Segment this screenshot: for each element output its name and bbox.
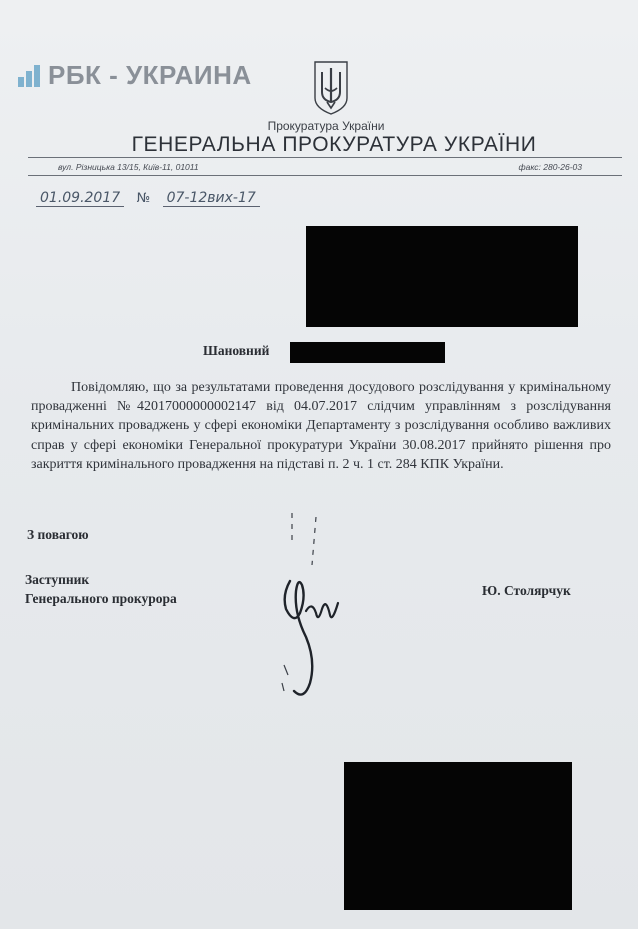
- header-divider-top: [28, 157, 622, 158]
- trident-coat-of-arms-icon: [311, 58, 351, 116]
- signer-name: Ю. Столярчук: [482, 583, 571, 598]
- redacted-recipient-block: [306, 226, 578, 327]
- address-line: [58, 162, 582, 172]
- signer-position-line1: Заступник: [25, 572, 90, 587]
- registration-number: 07-12вих-17: [163, 190, 260, 207]
- office-fax: факс: 280-26-03: [518, 162, 582, 172]
- registration-line: [36, 190, 260, 207]
- salutation: Шановний: [203, 343, 270, 358]
- office-address: вул. Різницька 13/15, Київ-11, 01011: [58, 162, 199, 172]
- letter-body: Повідомляю, що за результатами проведення досудового розслідування у кримінальному провадженні №42017000000002147 від 04.07.2017 слідчим управлінням з розслідування кримінальних проваджень у сфері економіки Департаменту з розслідування особливо важливих справ у сфері економіки Генеральної прокуратури України 30.08.2017 прийнято рішення про закриття кримінального провадження на підставі п. 2 ч. 1 ст. 284 КПК України.: [31, 380, 611, 472]
- rbc-watermark-logo: [18, 60, 252, 91]
- office-title: ГЕНЕРАЛЬНА ПРОКУРАТУРА УКРАЇНИ: [131, 133, 537, 156]
- rbc-watermark-text: РБК - УКРАИНА: [48, 60, 252, 90]
- handwritten-signature-icon: [272, 505, 352, 715]
- signer-position-line2: Генерального прокурора: [25, 591, 177, 606]
- registration-date: 01.09.2017: [36, 190, 124, 207]
- signer-position: [25, 570, 177, 608]
- rbc-logo-icon: [18, 65, 42, 87]
- number-sign: №: [136, 191, 151, 206]
- office-subtitle: Прокуратура України: [267, 119, 385, 133]
- redacted-bottom-block: [344, 762, 572, 910]
- redacted-recipient-name: [290, 342, 445, 363]
- header-divider-bottom: [28, 175, 622, 176]
- closing-phrase: З повагою: [27, 527, 89, 542]
